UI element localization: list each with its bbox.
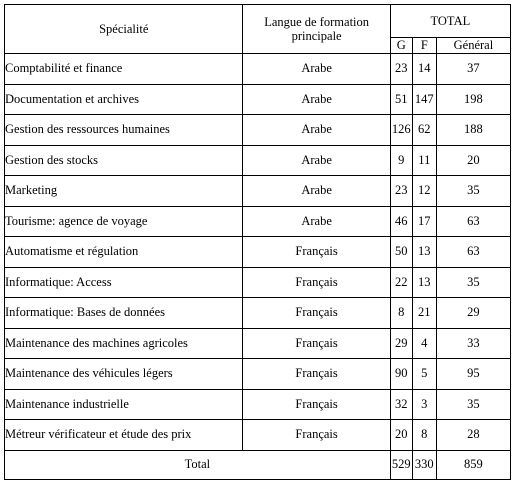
cell-general: 28 xyxy=(436,420,510,451)
cell-general: 35 xyxy=(436,176,510,207)
cell-general: 33 xyxy=(436,328,510,359)
header-f: F xyxy=(412,38,436,54)
cell-general: 20 xyxy=(436,145,510,176)
specialties-table xyxy=(4,4,511,480)
cell-f: 13 xyxy=(412,267,436,298)
table-row xyxy=(5,54,511,85)
cell-langue: Arabe xyxy=(243,206,390,237)
table-row xyxy=(5,267,511,298)
cell-g: 23 xyxy=(390,54,412,85)
cell-general: 37 xyxy=(436,54,510,85)
cell-f: 17 xyxy=(412,206,436,237)
cell-specialite: Métreur vérificateur et étude des prix xyxy=(5,420,243,451)
cell-g: 22 xyxy=(390,267,412,298)
table-row xyxy=(5,84,511,115)
cell-g: 20 xyxy=(390,420,412,451)
cell-specialite: Gestion des stocks xyxy=(5,145,243,176)
cell-f: 21 xyxy=(412,298,436,329)
cell-langue: Français xyxy=(243,237,390,268)
cell-langue: Français xyxy=(243,267,390,298)
header-total: TOTAL xyxy=(390,5,510,38)
cell-langue: Arabe xyxy=(243,84,390,115)
cell-g: 46 xyxy=(390,206,412,237)
table-row xyxy=(5,389,511,420)
cell-general: 63 xyxy=(436,237,510,268)
table-row xyxy=(5,298,511,329)
cell-specialite: Informatique: Bases de données xyxy=(5,298,243,329)
cell-f: 12 xyxy=(412,176,436,207)
cell-langue: Français xyxy=(243,298,390,329)
cell-specialite: Informatique: Access xyxy=(5,267,243,298)
header-g: G xyxy=(390,38,412,54)
cell-specialite: Gestion des ressources humaines xyxy=(5,115,243,146)
cell-g: 32 xyxy=(390,389,412,420)
cell-g: 90 xyxy=(390,359,412,390)
cell-general: 29 xyxy=(436,298,510,329)
cell-langue: Français xyxy=(243,359,390,390)
cell-specialite: Marketing xyxy=(5,176,243,207)
cell-g: 126 xyxy=(390,115,412,146)
cell-g: 9 xyxy=(390,145,412,176)
cell-g: 51 xyxy=(390,84,412,115)
cell-general: 188 xyxy=(436,115,510,146)
cell-f: 147 xyxy=(412,84,436,115)
table-row xyxy=(5,359,511,390)
cell-specialite: Tourisme: agence de voyage xyxy=(5,206,243,237)
cell-f: 11 xyxy=(412,145,436,176)
cell-specialite: Comptabilité et finance xyxy=(5,54,243,85)
cell-f: 13 xyxy=(412,237,436,268)
cell-f: 8 xyxy=(412,420,436,451)
cell-specialite: Maintenance des machines agricoles xyxy=(5,328,243,359)
cell-langue: Français xyxy=(243,389,390,420)
cell-g: 29 xyxy=(390,328,412,359)
table-row xyxy=(5,206,511,237)
header-general: Général xyxy=(436,38,510,54)
header-row xyxy=(5,5,511,38)
total-general: 859 xyxy=(436,450,510,479)
cell-langue: Arabe xyxy=(243,176,390,207)
cell-general: 35 xyxy=(436,267,510,298)
table-row xyxy=(5,115,511,146)
cell-general: 35 xyxy=(436,389,510,420)
cell-general: 63 xyxy=(436,206,510,237)
table-row xyxy=(5,420,511,451)
cell-g: 8 xyxy=(390,298,412,329)
cell-f: 5 xyxy=(412,359,436,390)
header-langue: Langue de formation principale xyxy=(243,5,390,54)
cell-general: 198 xyxy=(436,84,510,115)
cell-g: 23 xyxy=(390,176,412,207)
cell-f: 62 xyxy=(412,115,436,146)
cell-g: 50 xyxy=(390,237,412,268)
total-g: 529 xyxy=(390,450,412,479)
header-specialite: Spécialité xyxy=(5,5,243,54)
cell-langue: Arabe xyxy=(243,115,390,146)
table-row xyxy=(5,328,511,359)
cell-langue: Français xyxy=(243,328,390,359)
cell-specialite: Maintenance des véhicules légers xyxy=(5,359,243,390)
table-row xyxy=(5,237,511,268)
cell-langue: Arabe xyxy=(243,54,390,85)
cell-specialite: Documentation et archives xyxy=(5,84,243,115)
total-row xyxy=(5,450,511,479)
total-label: Total xyxy=(5,450,391,479)
cell-f: 3 xyxy=(412,389,436,420)
cell-f: 14 xyxy=(412,54,436,85)
cell-langue: Français xyxy=(243,420,390,451)
cell-general: 95 xyxy=(436,359,510,390)
cell-specialite: Maintenance industrielle xyxy=(5,389,243,420)
total-f: 330 xyxy=(412,450,436,479)
table-row xyxy=(5,145,511,176)
cell-specialite: Automatisme et régulation xyxy=(5,237,243,268)
cell-langue: Arabe xyxy=(243,145,390,176)
table-row xyxy=(5,176,511,207)
cell-f: 4 xyxy=(412,328,436,359)
